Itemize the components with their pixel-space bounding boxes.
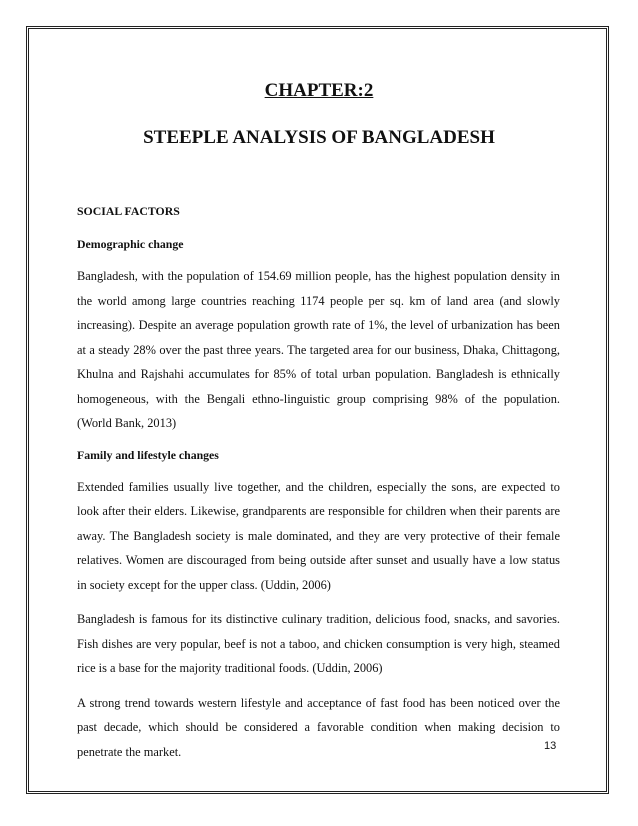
page-number: 13 xyxy=(544,740,557,752)
food-paragraph: Bangladesh is famous for its distinctive culinary tradition, delicious food, snacks, and savories. Fish dishes are very popular, beef is not a taboo, and chicken consumption is very high, steamed rice is a base for the majority traditional foods. (Uddin, 2006) xyxy=(77,612,560,675)
chapter-title: CHAPTER:2 xyxy=(264,80,374,101)
family-paragraph: Extended families usually live together, and the children, especially the sons, are expected to look after their elders. Likewise, grandparents are responsible for children when their parents are away. The Bangladesh society is male dominated, and they are very protective of their female relatives. Women are discouraged from being outside after sunset and usually have a low status in society except for the upper class. (Uddin, 2006) xyxy=(77,479,560,592)
document-body xyxy=(77,202,560,764)
demographic-change-heading: Demographic change xyxy=(77,237,184,251)
family-lifestyle-heading: Family and lifestyle changes xyxy=(77,447,219,462)
demographic-paragraph: Bangladesh, with the population of 154.69 million people, has the highest population density in the world among large countries reaching 1174 people per sq. km of land area (and slowly increasing). Despite an average population growth rate of 1%, the level of urbanization has been at a steady 28% over the past three years. The targeted area for our business, Dhaka, Chittagong, Khulna and Rajshahi accumulates for 85% of total urban population. Bangladesh is ethnically homogeneous, with the Bengali ethno-linguistic group comprising 98% of the population. (World Bank, 2013) xyxy=(77,269,560,430)
trend-paragraph: A strong trend towards western lifestyle and acceptance of fast food has been noticed over the past decade, which should be considered a favorable condition when making decision to penetrate the market. xyxy=(77,695,560,759)
chapter-subtitle: STEEPLE ANALYSIS OF BANGLADESH xyxy=(143,127,495,148)
social-factors-heading: SOCIAL FACTORS xyxy=(77,204,180,218)
